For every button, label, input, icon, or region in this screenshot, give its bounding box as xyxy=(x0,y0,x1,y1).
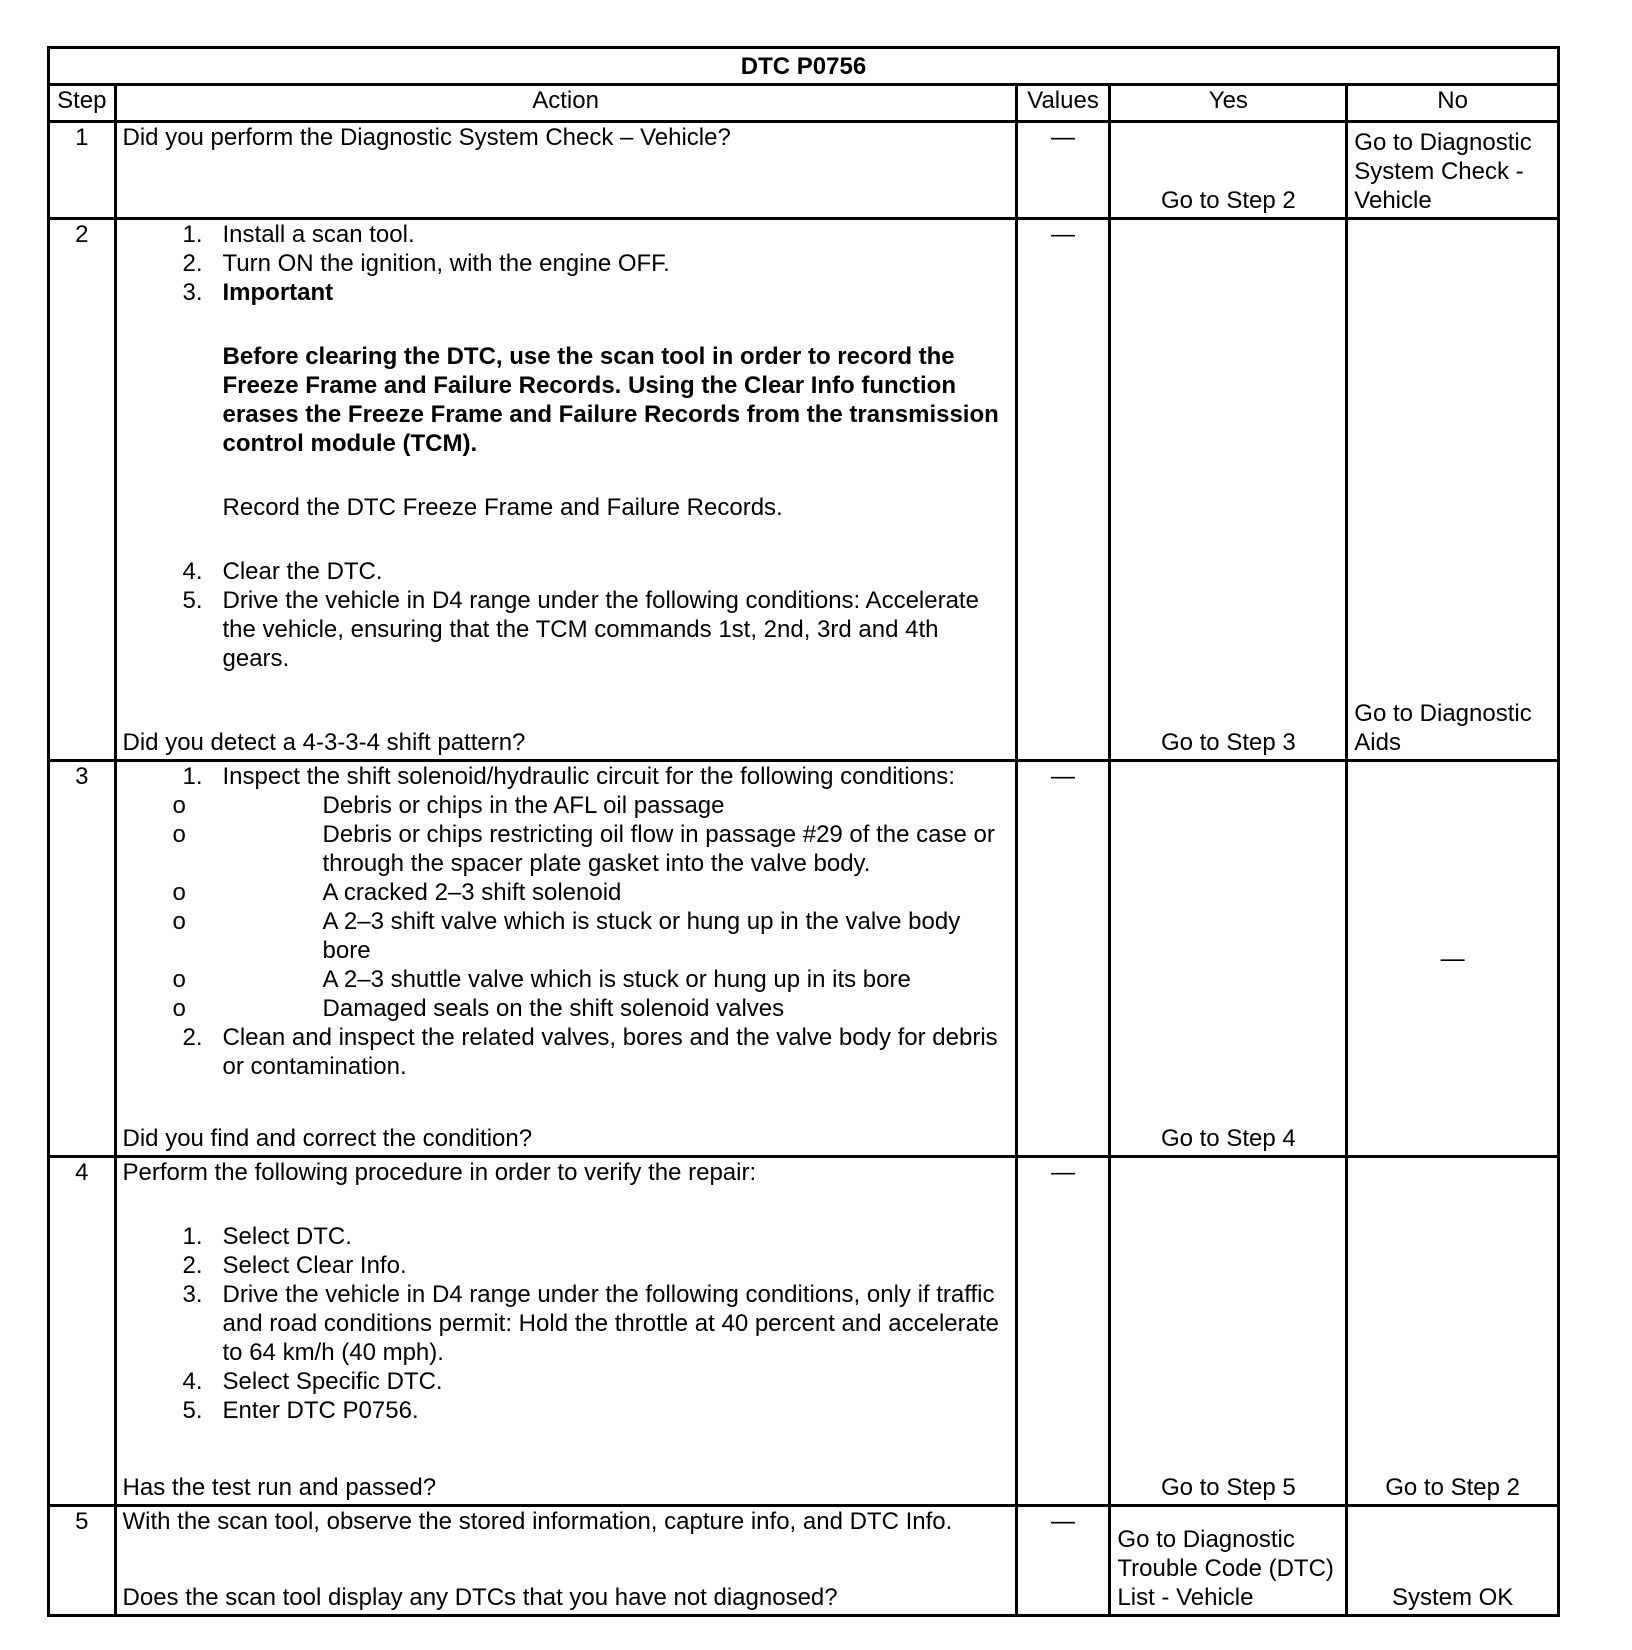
no-cell xyxy=(1347,219,1559,761)
action-cell xyxy=(115,122,1016,219)
header-action: Action xyxy=(115,85,1016,122)
no-cell xyxy=(1347,122,1559,219)
yes-cell xyxy=(1110,761,1347,1157)
no-cell xyxy=(1347,1157,1559,1506)
list-item: 4. Select Specific DTC. xyxy=(182,1368,443,1395)
table-title: DTC P0756 xyxy=(49,48,1559,85)
no-link[interactable]: Go to Step 2 xyxy=(1385,1474,1521,1501)
action-text: With the scan tool, observe the stored information, capture info, and DTC Info. xyxy=(122,1508,953,1535)
header-yes: Yes xyxy=(1110,85,1347,122)
yes-cell xyxy=(1110,219,1347,761)
title-row xyxy=(49,48,1559,85)
yes-link[interactable]: Go to Step 3 xyxy=(1160,729,1296,756)
yes-cell xyxy=(1110,1506,1347,1616)
action-cell xyxy=(115,1157,1016,1506)
header-values: Values xyxy=(1016,85,1110,122)
list-item: o Debris or chips restricting oil flow in passage #29 of the case or through the spacer plate gasket into the valve body. xyxy=(123,820,1009,878)
yes-link[interactable]: Go to Step 5 xyxy=(1160,1474,1296,1501)
values-cell: — xyxy=(1016,219,1110,761)
list-item: 5. Enter DTC P0756. xyxy=(182,1397,419,1424)
condition-bullets xyxy=(123,791,1009,1023)
yes-link[interactable]: Go to Diagnostic Trouble Code (DTC) List - Vehicle xyxy=(1117,1526,1334,1611)
important-note: Before clearing the DTC, use the scan tool in order to record the Freeze Frame and Failure Records. Using the Clear Info function erases the Freeze Frame and Failure Records from the transmission control module (TCM). xyxy=(222,343,999,457)
dtc-table xyxy=(47,46,1560,1617)
action-cell xyxy=(115,219,1016,761)
list-item: 2. Turn ON the ignition, with the engine OFF. xyxy=(182,250,670,277)
values-cell: — xyxy=(1016,1157,1110,1506)
no-cell xyxy=(1347,1506,1559,1616)
list-item: 1. Install a scan tool. xyxy=(182,221,415,248)
header-step: Step xyxy=(49,85,116,122)
no-link[interactable]: Go to Diagnostic Aids xyxy=(1354,700,1532,756)
values-cell: — xyxy=(1016,122,1110,219)
list-item: o A cracked 2–3 shift solenoid xyxy=(123,878,1009,907)
list-item: 2. Clean and inspect the related valves, bores and the valve body for debris or contamination. xyxy=(182,1024,998,1080)
no-result: System OK xyxy=(1391,1584,1514,1611)
yes-link[interactable]: Go to Step 2 xyxy=(1160,187,1296,214)
list-item: 4. Clear the DTC. xyxy=(182,558,383,585)
values-cell: — xyxy=(1016,1506,1110,1616)
list-item: 1. Inspect the shift solenoid/hydraulic circuit for the following conditions: xyxy=(182,763,955,790)
yes-cell xyxy=(1110,1157,1347,1506)
action-intro: Perform the following procedure in order to verify the repair: xyxy=(122,1159,757,1186)
action-question: Did you perform the Diagnostic System Check – Vehicle? xyxy=(122,124,731,151)
procedure-list xyxy=(123,1222,1009,1425)
values-cell: — xyxy=(1016,761,1110,1157)
list-item: 5. Drive the vehicle in D4 range under the following conditions: Accelerate the vehicle, ensuring that the TCM commands 1st, 2nd, 3rd and 4th gears. xyxy=(182,587,979,672)
step-number: 2 xyxy=(49,219,116,761)
list-item: 1. Select DTC. xyxy=(182,1223,352,1250)
list-item: 3. Important Before clearing the DTC, use the scan tool in order to record the Freeze Frame and Failure Records. Using the Clear Info function erases the Freeze Frame and Failure Records from the transmission control module (TCM). Record the DTC Freeze Frame and Failure Records. xyxy=(123,278,1009,557)
table-row xyxy=(49,1157,1559,1506)
no-value: — xyxy=(1440,945,1465,972)
step-number: 3 xyxy=(49,761,116,1157)
action-cell xyxy=(115,1506,1016,1616)
action-cell xyxy=(115,761,1016,1157)
yes-link[interactable]: Go to Step 4 xyxy=(1160,1125,1296,1152)
header-row xyxy=(49,85,1559,122)
action-question: Has the test run and passed? xyxy=(122,1474,437,1501)
table-row xyxy=(49,1506,1559,1616)
step-number: 4 xyxy=(49,1157,116,1506)
step-number: 5 xyxy=(49,1506,116,1616)
list-item: o A 2–3 shuttle valve which is stuck or hung up in its bore xyxy=(123,965,1009,994)
list-item: 2. Select Clear Info. xyxy=(182,1252,407,1279)
action-question: Did you detect a 4-3-3-4 shift pattern? xyxy=(122,729,526,756)
table-row xyxy=(49,122,1559,219)
header-no: No xyxy=(1347,85,1559,122)
list-item: o A 2–3 shift valve which is stuck or hung up in the valve body bore xyxy=(123,907,1009,965)
action-question: Did you find and correct the condition? xyxy=(122,1125,533,1152)
step-number: 1 xyxy=(49,122,116,219)
no-link[interactable]: Go to Diagnostic System Check - Vehicle xyxy=(1354,129,1532,214)
procedure-list xyxy=(123,762,1009,791)
yes-cell xyxy=(1110,122,1347,219)
important-label: Important xyxy=(222,279,334,306)
list-item: o Debris or chips in the AFL oil passage xyxy=(123,791,1009,820)
record-instruction: Record the DTC Freeze Frame and Failure Records. xyxy=(222,494,783,521)
no-cell xyxy=(1347,761,1559,1157)
list-item: 3. Drive the vehicle in D4 range under the following conditions, only if traffic and road conditions permit: Hold the throttle at 40 percent and accelerate to 64 km/h (40 mph). xyxy=(182,1281,999,1366)
procedure-list xyxy=(123,1023,1009,1081)
list-item: o Damaged seals on the shift solenoid valves xyxy=(123,994,1009,1023)
procedure-list xyxy=(123,220,1009,673)
table-row xyxy=(49,761,1559,1157)
action-question: Does the scan tool display any DTCs that you have not diagnosed? xyxy=(122,1584,838,1611)
table-row xyxy=(49,219,1559,761)
